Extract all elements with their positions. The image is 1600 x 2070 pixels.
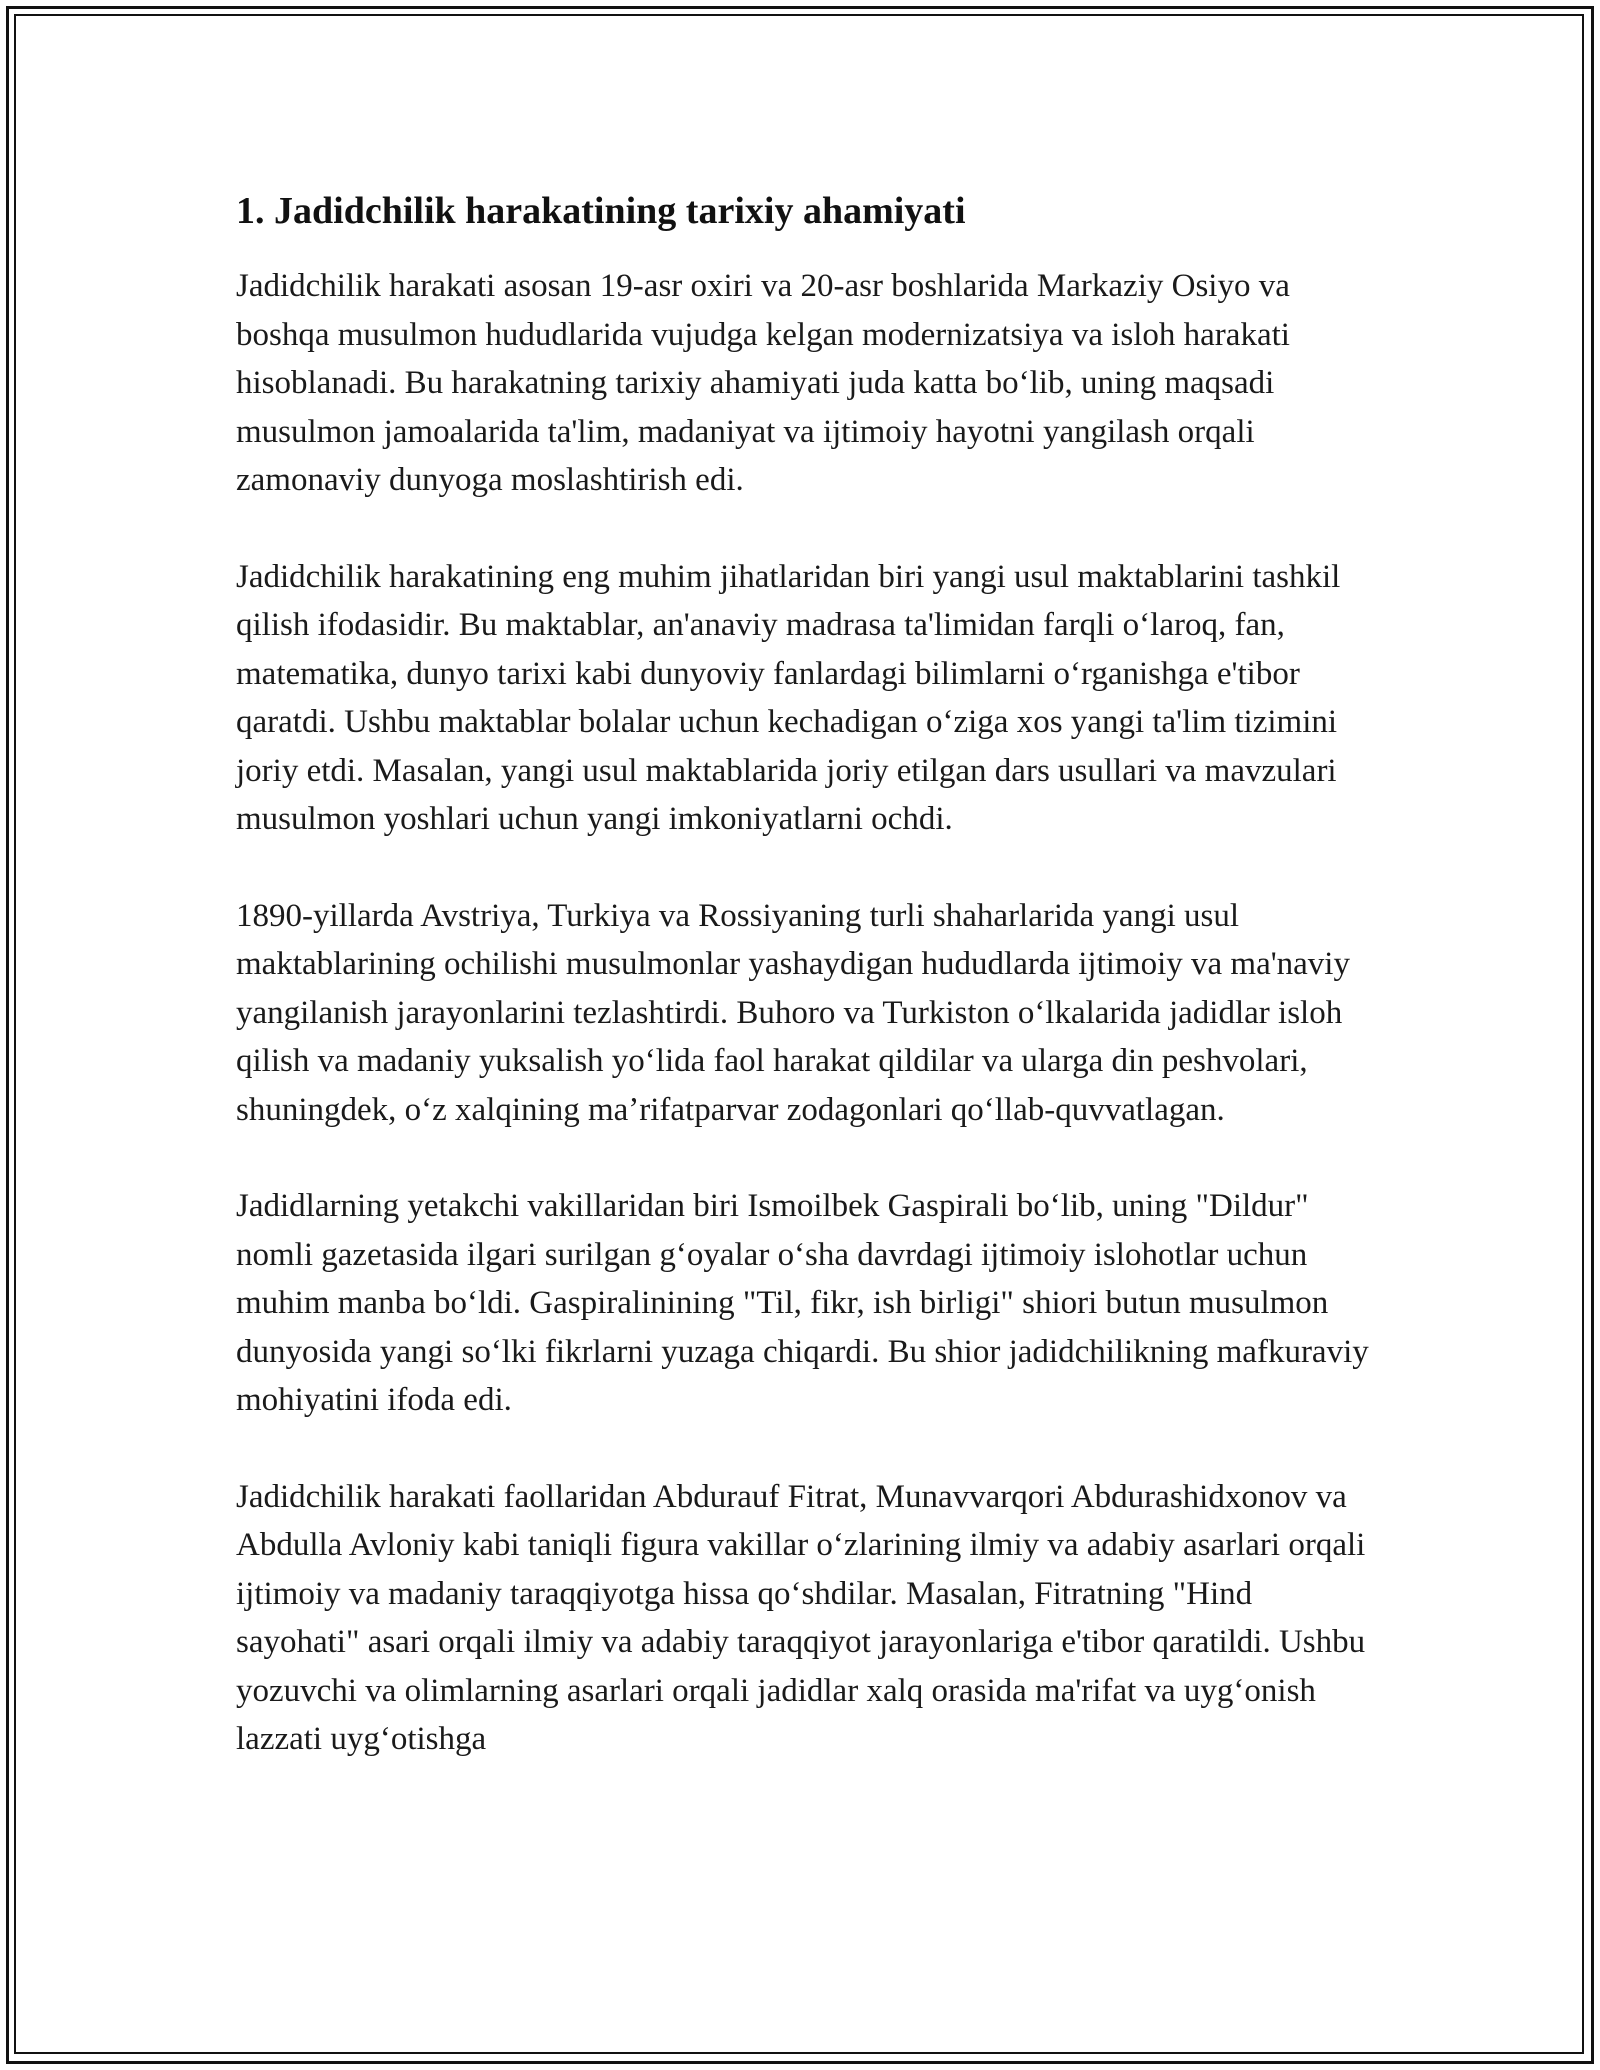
paragraph-3: 1890-yillarda Avstriya, Turkiya va Rossiyaning turli shaharlarida yangi usul maktablarining ochilishi musulmonlar yashaydigan hududlarda ijtimoiy va ma'naviy yangilanish jarayonlarini tezlashtirdi. Buhoro va Turkiston oʻlkalarida jadidlar isloh qilish va madaniy yuksalish yoʻlida faol harakat qildilar va ularga din peshvolari, shuningdek, oʻz xalqining maʼrifatparvar zodagonlari qoʻllab-quvvatlagan. xyxy=(236,897,1350,1128)
paragraph-5: Jadidchilik harakati faollaridan Abdurauf Fitrat, Munavvarqori Abdurashidxonov va Abdulla Avloniy kabi taniqli figura vakillar oʻzlarining ilmiy va adabiy asarlari orqali ijtimoiy va madaniy taraqqiyotga hissa qoʻshdilar. Masalan, Fitratning "Hind sayohati" asari orqali ilmiy va adabiy taraqqiyot jarayonlariga e'tibor qaratildi. Ushbu yozuvchi va olimlarning asarlari orqali jadidlar xalq orasida ma'rifat va uygʻonish lazzati uygʻotishga xyxy=(236,1478,1366,1757)
paragraph-4: Jadidlarning yetakchi vakillaridan biri Ismoilbek Gaspirali boʻlib, uning "Dildur" nomli gazetasida ilgari surilgan gʻoyalar oʻsha davrdagi ijtimoiy islohotlar uchun muhim manba boʻldi. Gaspiralinining "Til, fikr, ish birligi" shiori butun musulmon dunyosida yangi soʻlki fikrlarni yuzaga chiqardi. Bu shior jadidchilikning mafkuraviy mohiyatini ifoda edi. xyxy=(236,1188,1369,1418)
document-body xyxy=(236,186,1376,1764)
paragraph-2: Jadidchilik harakatining eng muhim jihatlaridan biri yangi usul maktablarini tashkil qilish ifodasidir. Bu maktablar, an'anaviy madrasa ta'limidan farqli oʻlaroq, fan, matematika, dunyo tarixi kabi dunyoviy fanlardagi bilimlarni oʻrganishga e'tibor qaratdi. Ushbu maktablar bolalar uchun kechadigan oʻziga xos yangi ta'lim tizimini joriy etdi. Masalan, yangi usul maktablarida joriy etilgan dars usullari va mavzulari musulmon yoshlari uchun yangi imkoniyatlarni ochdi. xyxy=(236,558,1341,837)
section-title: 1. Jadidchilik harakatining tarixiy ahamiyati xyxy=(236,190,966,232)
paragraph-1: Jadidchilik harakati asosan 19-asr oxiri va 20-asr boshlarida Markaziy Osiyo va boshqa musulmon hududlarida vujudga kelgan modernizatsiya va isloh harakati hisoblanadi. Bu harakatning tarixiy ahamiyati juda katta boʻlib, uning maqsadi musulmon jamoalarida ta'lim, madaniyat va ijtimoiy hayotni yangilash orqali zamonaviy dunyoga moslashtirish edi. xyxy=(236,268,1290,498)
